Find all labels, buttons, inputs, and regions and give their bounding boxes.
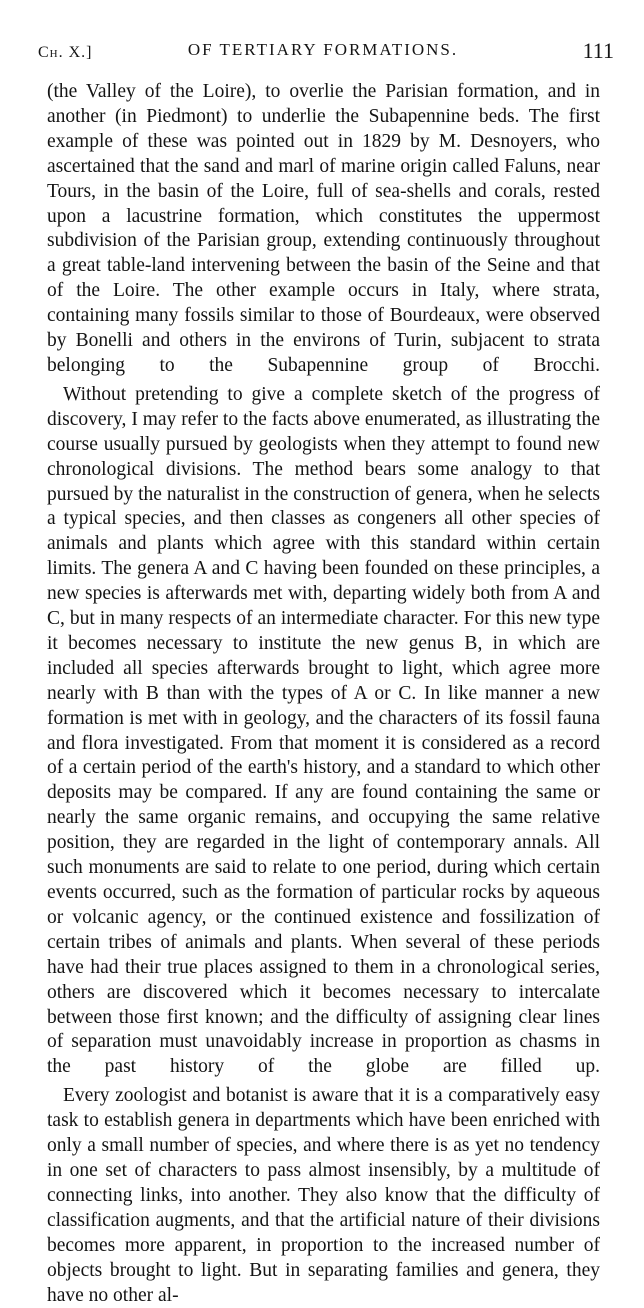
paragraph-continuation: (the Valley of the Loire), to overlie the Parisian formation, and in another (in Piedmont) to underlie the Subapennine beds. The first example of these was pointed out in 1829 by M. Desnoyers, who ascertained that the sand and marl of marine origin called Faluns, near Tours, in the basin of the Loire, full of sea-shells and corals, rested upon a lacustrine formation, which constitutes the uppermost subdivision of the Parisian group, extending continuously throughout a great table-land intervening between the basin of the Seine and that of the Loire. The other example occurs in Italy, where strata, containing many fossils similar to those of Bourdeaux, were observed by Bonelli and others in the environs of Turin, subjacent to strata belonging to the Subapennine group of Brocchi. <box>47 81 600 376</box>
running-head <box>30 40 616 64</box>
body-text <box>47 80 600 1308</box>
page-number: 111 <box>582 38 614 63</box>
paragraph: Without pretending to give a complete sketch of the progress of discovery, I may refer to the facts above enumerated, as illustrating the course usually pursued by geologists when they attempt to found new chronological divisions. The method bears some analogy to that pursued by the naturalist in the construction of genera, when he selects a typical species, and then classes as congeners all other species of animals and plants which agree with this standard within certain limits. The genera A and C having been founded on these principles, a new species is afterwards met with, departing widely both from A and C, but in many respects of an intermediate character. For this new type it becomes necessary to institute the new genus B, in which are included all species afterwards brought to light, which agree more nearly with B than with the types of A or C. In like manner a new formation is met with in geology, and the characters of its fossil fauna and flora investigated. From that moment it is considered as a record of a certain period of the earth's history, and a standard to which other deposits may be compared. If any are found containing the same or nearly the same organic remains, and occupying the same relative position, they are regarded in the light of contemporary annals. All such monuments are said to relate to one period, during which certain events occurred, such as the formation of particular rocks by aqueous or volcanic agency, or the continued existence and fossilization of certain tribes of animals and plants. When several of these periods have had their true places assigned to them in a chronological series, others are discovered which it becomes necessary to intercalate between those first known; and the difficulty of assigning clear lines of separation must unavoidably increase in proportion as chasms in the past history of the globe are filled up. <box>47 383 600 1078</box>
paragraph: Every zoologist and botanist is aware that it is a comparatively easy task to establish genera in departments which have been enriched with only a small number of species, and where there is as yet no tendency in one set of characters to pass almost insensibly, by a multitude of connecting links, into another. They also know that the difficulty of classification augments, and that the artificial nature of their divisions becomes more apparent, in proportion to the increased number of objects brought to light. But in separating families and genera, they have no other al- <box>47 1085 600 1306</box>
running-title: OF TERTIARY FORMATIONS. <box>187 40 459 59</box>
chapter-marker: Ch. X.] <box>38 44 93 61</box>
